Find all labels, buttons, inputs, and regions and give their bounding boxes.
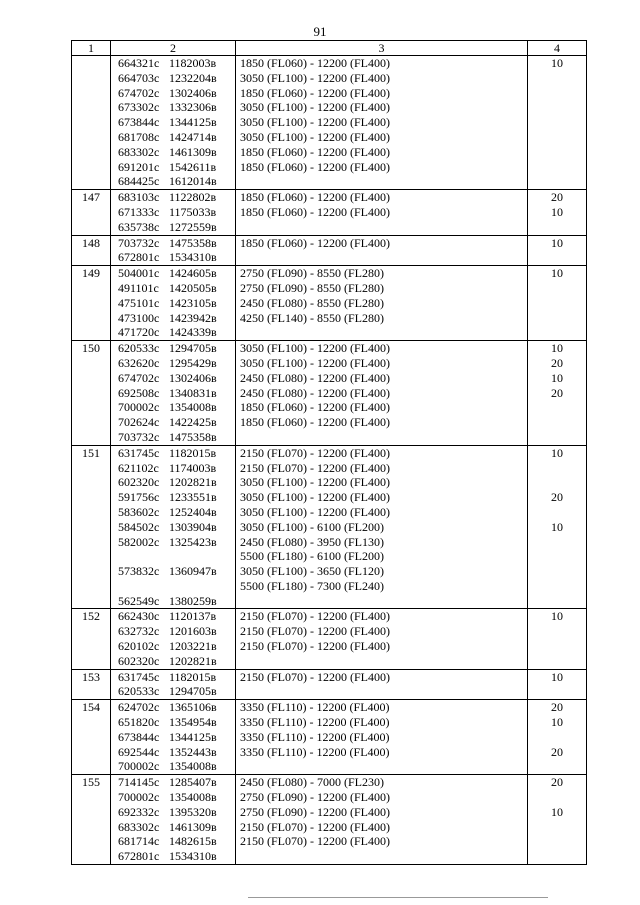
coordinate-line (111, 549, 235, 564)
latitude: 473100с (118, 310, 160, 325)
longitude: 1542611в (169, 159, 217, 174)
row-number: 155 (72, 775, 111, 865)
longitude: 1482615в (169, 834, 217, 849)
latitude: 635738с (118, 219, 160, 234)
coordinate-line (111, 371, 235, 386)
altitude-line: 2450 (FL080) - 7000 (FL230) (240, 775, 384, 790)
latitude: 582002с (118, 534, 160, 549)
latitude: 673302с (118, 100, 160, 115)
latitude: 672801с (118, 250, 160, 265)
coordinate-line (111, 700, 235, 715)
coordinate-line (111, 849, 235, 864)
coordinate-line (111, 415, 235, 430)
longitude: 1202821в (169, 475, 217, 490)
longitude: 1325423в (169, 534, 217, 549)
coordinate-line (111, 174, 235, 189)
coordinates-cell (111, 56, 236, 190)
latitude: 683302с (118, 819, 160, 834)
coordinate-line (111, 220, 235, 235)
altitude-line: 1850 (FL060) - 12200 (FL400) (240, 190, 390, 205)
latitude: 714145с (118, 775, 160, 790)
altitude-line: 3050 (FL100) - 12200 (FL400) (240, 100, 390, 115)
table-row (72, 775, 587, 865)
longitude: 1303904в (169, 519, 217, 534)
latitude: 584502с (118, 519, 160, 534)
longitude: 1233551в (169, 490, 217, 505)
longitude: 1302406в (169, 85, 217, 100)
coordinate-line (111, 446, 235, 461)
longitude: 1424339в (169, 325, 217, 340)
longitude: 1352443в (169, 744, 217, 759)
latitude: 703732с (118, 429, 160, 444)
latitude: 632620с (118, 355, 160, 370)
coordinate-line (111, 475, 235, 490)
latitude: 602320с (118, 475, 160, 490)
altitude-cell (236, 700, 528, 775)
table-row (72, 609, 587, 669)
longitude: 1202821в (169, 653, 217, 668)
longitude: 1340831в (169, 385, 217, 400)
altitude-line: 1850 (FL060) - 12200 (FL400) (240, 235, 390, 250)
table-row (72, 669, 587, 700)
altitude-cell (236, 190, 528, 235)
coordinate-line (111, 745, 235, 760)
coordinate-line (111, 579, 235, 594)
latitude: 631745с (118, 445, 160, 460)
value-line: 10 (551, 370, 563, 385)
table-row (72, 266, 587, 341)
coordinate-line (111, 86, 235, 101)
coordinates-cell (111, 445, 236, 609)
longitude: 1424714в (169, 129, 217, 144)
value-line (528, 790, 586, 805)
table-row (72, 56, 587, 190)
latitude: 700002с (118, 790, 160, 805)
altitude-line: 1850 (FL060) - 12200 (FL400) (240, 85, 390, 100)
altitude-line: 2150 (FL070) - 12200 (FL400) (240, 669, 390, 684)
row-number: 147 (72, 190, 111, 235)
value-cell (528, 609, 587, 669)
latitude: 692332с (118, 804, 160, 819)
latitude: 620533с (118, 341, 160, 356)
altitude-cell (236, 609, 528, 669)
value-line: 10 (551, 266, 563, 281)
coordinate-line (111, 715, 235, 730)
coordinate-line (111, 535, 235, 550)
value-cell (528, 56, 587, 190)
coordinate-line (111, 564, 235, 579)
longitude: 1360947в (169, 564, 217, 579)
altitude-line: 5500 (FL180) - 6100 (FL200) (240, 549, 384, 564)
altitude-line: 1850 (FL060) - 12200 (FL400) (240, 159, 390, 174)
longitude: 1365106в (169, 700, 217, 715)
latitude: 651820с (118, 715, 160, 730)
longitude: 1344125в (169, 729, 217, 744)
latitude: 700002с (118, 400, 160, 415)
value-line: 10 (551, 341, 563, 356)
altitude-line: 1850 (FL060) - 12200 (FL400) (240, 400, 390, 415)
longitude: 1120137в (169, 609, 217, 624)
coordinate-line (111, 461, 235, 476)
longitude: 1354008в (169, 759, 217, 774)
table-row (72, 341, 587, 446)
longitude: 1344125в (169, 115, 217, 130)
row-number: 151 (72, 445, 111, 609)
value-line: 10 (551, 715, 563, 730)
altitude-cell (236, 235, 528, 266)
altitude-cell (236, 445, 528, 609)
coordinates-cell (111, 669, 236, 700)
coordinate-line (111, 790, 235, 805)
longitude: 1182015в (169, 445, 217, 460)
table-row (72, 235, 587, 266)
value-line (528, 475, 586, 490)
coordinate-line (111, 639, 235, 654)
column-header: 3 (236, 41, 528, 56)
longitude: 1174003в (169, 460, 217, 475)
page-number: 91 (313, 24, 327, 39)
latitude: 491101с (118, 280, 159, 295)
coordinate-line (111, 325, 235, 340)
altitude-line: 2750 (FL090) - 8550 (FL280) (240, 266, 384, 281)
coordinate-line (111, 775, 235, 790)
coordinate-line (111, 400, 235, 415)
longitude: 1423942в (169, 310, 217, 325)
table-row (72, 700, 587, 775)
coordinate-line (111, 609, 235, 624)
value-cell (528, 669, 587, 700)
value-line: 20 (551, 385, 563, 400)
latitude: 471720с (118, 325, 160, 340)
value-line: 10 (551, 804, 563, 819)
value-line: 10 (551, 235, 563, 250)
latitude: 673844с (118, 729, 160, 744)
longitude: 1354008в (169, 790, 217, 805)
coordinate-line (111, 341, 235, 356)
altitude-line: 2750 (FL090) - 12200 (FL400) (240, 804, 390, 819)
table-header-row (72, 41, 587, 56)
altitude-line: 2150 (FL070) - 12200 (FL400) (240, 834, 390, 849)
longitude: 1294705в (169, 684, 217, 699)
altitude-line: 2150 (FL070) - 12200 (FL400) (240, 445, 390, 460)
altitude-line: 2450 (FL080) - 12200 (FL400) (240, 370, 390, 385)
row-number: 150 (72, 341, 111, 446)
coordinate-line (111, 520, 235, 535)
latitude: 683103с (118, 190, 160, 205)
coordinates-cell (111, 775, 236, 865)
value-line: 20 (551, 490, 563, 505)
coordinate-line (111, 356, 235, 371)
altitude-line: 3350 (FL110) - 12200 (FL400) (240, 715, 390, 730)
longitude: 1420505в (169, 280, 217, 295)
altitude-line: 3050 (FL100) - 12200 (FL400) (240, 355, 390, 370)
latitude: 583602с (118, 504, 160, 519)
coordinate-line (111, 490, 235, 505)
coordinate-line (111, 311, 235, 326)
value-cell (528, 445, 587, 609)
value-line: 10 (551, 519, 563, 534)
longitude: 1272559в (169, 219, 217, 234)
value-cell (528, 235, 587, 266)
altitude-cell (236, 775, 528, 865)
longitude: 1424605в (169, 266, 217, 281)
altitude-line: 2150 (FL070) - 12200 (FL400) (240, 819, 390, 834)
coordinate-line (111, 386, 235, 401)
altitude-cell (236, 669, 528, 700)
longitude: 1302406в (169, 370, 217, 385)
altitude-line: 1850 (FL060) - 12200 (FL400) (240, 144, 390, 159)
altitude-line: 3050 (FL100) - 3650 (FL120) (240, 564, 384, 579)
latitude: 673844с (118, 115, 160, 130)
latitude: 674702с (118, 370, 160, 385)
row-number: 148 (72, 235, 111, 266)
longitude: 1380259в (169, 593, 217, 608)
altitude-line: 1850 (FL060) - 12200 (FL400) (240, 415, 390, 430)
longitude: 1295429в (169, 355, 217, 370)
coordinate-line (111, 250, 235, 265)
altitude-line: 2150 (FL070) - 12200 (FL400) (240, 460, 390, 475)
value-line: 20 (551, 700, 563, 715)
row-number (72, 56, 111, 190)
value-line: 20 (551, 744, 563, 759)
longitude: 1612014в (169, 174, 217, 189)
value-cell (528, 775, 587, 865)
value-cell (528, 190, 587, 235)
longitude: 1182015в (169, 669, 217, 684)
coordinates-cell (111, 341, 236, 446)
latitude: 702624с (118, 415, 160, 430)
value-line: 10 (551, 204, 563, 219)
coordinate-line (111, 505, 235, 520)
altitude-line: 3050 (FL100) - 12200 (FL400) (240, 475, 390, 490)
latitude: 602320с (118, 653, 160, 668)
longitude: 1475358в (169, 235, 217, 250)
coordinate-line (111, 145, 235, 160)
value-cell (528, 266, 587, 341)
row-number: 152 (72, 609, 111, 669)
altitude-cell (236, 341, 528, 446)
value-line (528, 461, 586, 476)
latitude: 662430с (118, 609, 160, 624)
altitude-line: 4250 (FL140) - 8550 (FL280) (240, 310, 384, 325)
longitude: 1422425в (169, 415, 217, 430)
altitude-line: 3350 (FL110) - 12200 (FL400) (240, 729, 390, 744)
coordinate-line (111, 759, 235, 774)
coordinate-line (111, 684, 235, 699)
altitude-line: 3050 (FL100) - 12200 (FL400) (240, 129, 390, 144)
latitude: 681714с (118, 834, 160, 849)
longitude: 1294705в (169, 341, 217, 356)
altitude-line: 2150 (FL070) - 12200 (FL400) (240, 624, 390, 639)
latitude: 681708с (118, 129, 160, 144)
coordinate-line (111, 71, 235, 86)
value-cell (528, 341, 587, 446)
longitude: 1534310в (169, 849, 217, 864)
latitude: 621102с (118, 460, 159, 475)
latitude: 624702с (118, 700, 160, 715)
latitude: 475101с (118, 295, 160, 310)
coordinate-line (111, 296, 235, 311)
coordinates-cell (111, 190, 236, 235)
latitude: 631745с (118, 669, 160, 684)
altitude-line: 5500 (FL180) - 7300 (FL240) (240, 578, 384, 593)
longitude: 1203221в (169, 639, 217, 654)
altitude-line: 3050 (FL100) - 12200 (FL400) (240, 115, 390, 130)
coordinate-line (111, 236, 235, 251)
altitude-line: 3050 (FL100) - 12200 (FL400) (240, 504, 390, 519)
longitude: 1423105в (169, 295, 217, 310)
altitude-line: 2450 (FL080) - 8550 (FL280) (240, 295, 384, 310)
latitude: 703732с (118, 235, 160, 250)
altitude-line: 3050 (FL100) - 6100 (FL200) (240, 519, 384, 534)
coordinate-line (111, 205, 235, 220)
coordinate-line (111, 820, 235, 835)
altitude-line: 2450 (FL080) - 3950 (FL130) (240, 534, 384, 549)
coordinate-line (111, 594, 235, 609)
column-header: 1 (72, 41, 111, 56)
value-line: 20 (551, 775, 563, 790)
longitude: 1232204в (169, 70, 217, 85)
bottom-rule (248, 897, 548, 898)
coordinate-line (111, 730, 235, 745)
latitude: 573832с (118, 564, 160, 579)
longitude: 1354008в (169, 400, 217, 415)
altitude-line: 1850 (FL060) - 12200 (FL400) (240, 56, 390, 70)
altitude-cell (236, 266, 528, 341)
coordinate-line (111, 805, 235, 820)
longitude: 1201603в (169, 624, 217, 639)
latitude: 671333с (118, 204, 160, 219)
latitude: 683302с (118, 144, 160, 159)
coordinate-line (111, 670, 235, 685)
altitude-line: 2150 (FL070) - 12200 (FL400) (240, 639, 390, 654)
altitude-line: 2750 (FL090) - 12200 (FL400) (240, 790, 390, 805)
longitude: 1461309в (169, 819, 217, 834)
coordinate-line (111, 115, 235, 130)
coordinate-line (111, 624, 235, 639)
altitude-line: 2150 (FL070) - 12200 (FL400) (240, 609, 390, 624)
value-line (528, 730, 586, 745)
coordinate-line (111, 190, 235, 205)
coordinates-cell (111, 235, 236, 266)
coordinates-cell (111, 266, 236, 341)
coordinate-line (111, 100, 235, 115)
latitude: 692544с (118, 744, 160, 759)
longitude: 1395320в (169, 804, 217, 819)
column-header: 4 (528, 41, 587, 56)
latitude: 664321с (118, 56, 160, 70)
longitude: 1475358в (169, 429, 217, 444)
altitude-line: 2450 (FL080) - 12200 (FL400) (240, 385, 390, 400)
value-line: 10 (551, 609, 563, 624)
column-header: 2 (111, 41, 236, 56)
latitude: 664703с (118, 70, 160, 85)
value-line: 10 (551, 56, 563, 70)
longitude: 1182003в (169, 56, 217, 70)
altitude-line: 3050 (FL100) - 12200 (FL400) (240, 490, 390, 505)
latitude: 620102с (118, 639, 160, 654)
coordinate-line (111, 160, 235, 175)
latitude: 692508с (118, 385, 160, 400)
latitude: 562549с (118, 593, 160, 608)
longitude: 1354954в (169, 715, 217, 730)
latitude: 591756с (118, 490, 160, 505)
altitude-line: 3350 (FL110) - 12200 (FL400) (240, 744, 390, 759)
row-number: 149 (72, 266, 111, 341)
longitude: 1332306в (169, 100, 217, 115)
data-table (71, 40, 587, 865)
coordinate-line (111, 281, 235, 296)
row-number: 154 (72, 700, 111, 775)
coordinate-line (111, 430, 235, 445)
altitude-line: 2750 (FL090) - 8550 (FL280) (240, 280, 384, 295)
coordinate-line (111, 266, 235, 281)
latitude: 684425с (118, 174, 160, 189)
altitude-cell (236, 56, 528, 190)
altitude-line: 3050 (FL100) - 12200 (FL400) (240, 70, 390, 85)
altitude-line: 1850 (FL060) - 12200 (FL400) (240, 204, 390, 219)
longitude: 1175033в (169, 204, 217, 219)
value-line (528, 505, 586, 520)
longitude: 1461309в (169, 144, 217, 159)
value-line: 20 (551, 190, 563, 205)
coordinate-line (111, 834, 235, 849)
latitude: 632732с (118, 624, 160, 639)
table-row (72, 445, 587, 609)
coordinates-cell (111, 609, 236, 669)
longitude: 1285407в (169, 775, 217, 790)
longitude: 1122802в (169, 190, 217, 205)
coordinate-line (111, 56, 235, 71)
value-line: 20 (551, 355, 563, 370)
value-line: 10 (551, 445, 563, 460)
latitude: 672801с (118, 849, 160, 864)
table-row (72, 190, 587, 235)
longitude: 1252404в (169, 504, 217, 519)
coordinates-cell (111, 700, 236, 775)
altitude-line: 3350 (FL110) - 12200 (FL400) (240, 700, 390, 715)
latitude: 691201с (118, 159, 160, 174)
value-cell (528, 700, 587, 775)
coordinate-line (111, 130, 235, 145)
altitude-line: 3050 (FL100) - 12200 (FL400) (240, 341, 390, 356)
latitude: 620533с (118, 684, 160, 699)
value-line: 10 (551, 669, 563, 684)
coordinate-line (111, 654, 235, 669)
latitude: 674702с (118, 85, 160, 100)
latitude: 700002с (118, 759, 160, 774)
row-number: 153 (72, 669, 111, 700)
longitude: 1534310в (169, 250, 217, 265)
latitude: 504001с (118, 266, 160, 281)
